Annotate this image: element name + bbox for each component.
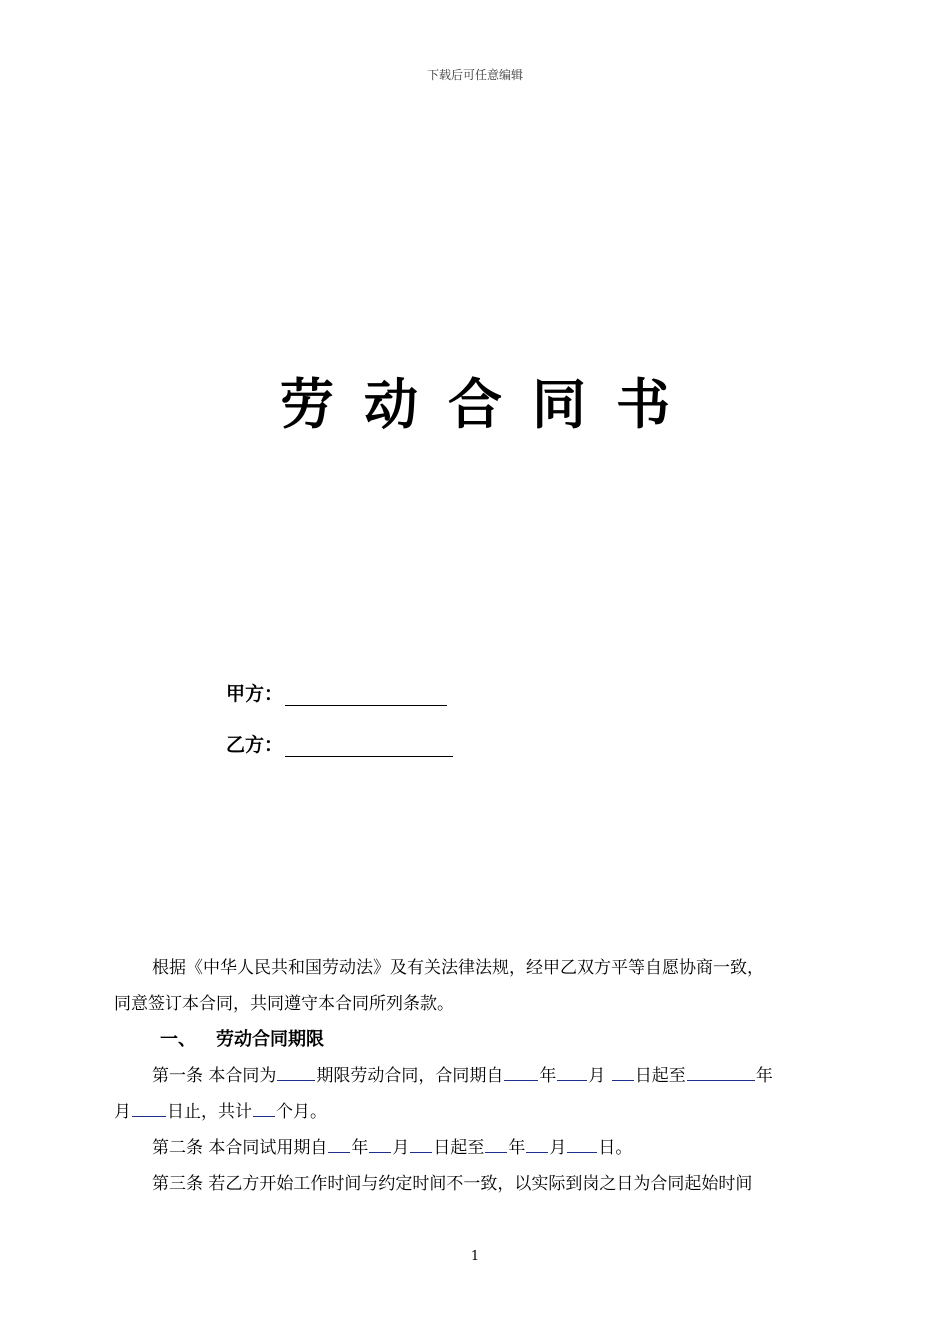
article-3-line-1: 第三条 若乙方开始工作时间与约定时间不一致，以实际到岗之日为合同起始时间 bbox=[152, 1174, 753, 1194]
party-b-blank[interactable] bbox=[285, 736, 453, 757]
article-1 bbox=[114, 1058, 846, 1130]
probation-end-day-blank[interactable] bbox=[567, 1134, 597, 1153]
article-3 bbox=[114, 1166, 846, 1202]
article-2-text: 年 bbox=[351, 1138, 369, 1158]
article-1-line-1 bbox=[114, 1058, 846, 1094]
article-1-text: 年 bbox=[539, 1066, 557, 1086]
page-number: 1 bbox=[470, 1249, 480, 1264]
party-b-label: 乙方： bbox=[226, 734, 284, 756]
article-2-text: 月 bbox=[549, 1138, 567, 1158]
party-a-blank[interactable] bbox=[285, 685, 447, 706]
article-2-line-1 bbox=[114, 1130, 846, 1166]
start-month-blank[interactable] bbox=[557, 1062, 587, 1081]
party-a-field bbox=[226, 682, 447, 706]
article-1-line-2 bbox=[114, 1094, 846, 1130]
start-year-blank[interactable] bbox=[504, 1062, 538, 1081]
contract-type-blank[interactable] bbox=[277, 1062, 315, 1081]
preamble-line-1: 根据《中华人民共和国劳动法》及有关法律法规，经甲乙双方平等自愿协商一致， bbox=[152, 958, 764, 978]
article-2-text: 第二条 本合同试用期自 bbox=[152, 1138, 328, 1158]
probation-end-month-blank[interactable] bbox=[526, 1134, 548, 1153]
article-1-text: 期限劳动合同，合同期自 bbox=[316, 1066, 504, 1086]
article-2-text: 月 bbox=[392, 1138, 410, 1158]
probation-start-year-blank[interactable] bbox=[328, 1134, 350, 1153]
section-heading-term bbox=[160, 1022, 324, 1058]
party-b-field bbox=[226, 733, 453, 757]
preamble-line-2: 同意签订本合同，共同遵守本合同所列条款。 bbox=[114, 994, 454, 1014]
end-day-blank[interactable] bbox=[132, 1098, 166, 1117]
article-2-text: 日起至 bbox=[433, 1138, 485, 1158]
article-1-text: 月 bbox=[588, 1066, 611, 1086]
section-number: 一、 bbox=[160, 1029, 196, 1050]
start-day-blank[interactable] bbox=[612, 1062, 634, 1081]
article-1-text: 日起至 bbox=[634, 1066, 686, 1086]
total-months-blank[interactable] bbox=[253, 1098, 275, 1117]
probation-end-year-blank[interactable] bbox=[485, 1134, 507, 1153]
article-1-text: 日止，共计 bbox=[167, 1102, 252, 1122]
article-2-text: 年 bbox=[508, 1138, 526, 1158]
article-2 bbox=[114, 1130, 846, 1166]
article-2-text: 日。 bbox=[598, 1138, 633, 1158]
probation-start-day-blank[interactable] bbox=[410, 1134, 432, 1153]
section-title: 劳动合同期限 bbox=[216, 1029, 324, 1050]
article-1-text: 第一条 本合同为 bbox=[152, 1066, 277, 1086]
article-1-text: 年 bbox=[755, 1066, 773, 1086]
header-note: 下载后可任意编辑 bbox=[426, 68, 523, 82]
document-title: 劳动合同书 bbox=[280, 373, 700, 436]
preamble bbox=[114, 950, 846, 1022]
end-year-blank[interactable] bbox=[687, 1062, 755, 1081]
article-1-text: 个月。 bbox=[276, 1102, 327, 1122]
probation-start-month-blank[interactable] bbox=[369, 1134, 391, 1153]
party-a-label: 甲方： bbox=[226, 683, 284, 705]
article-1-text: 月 bbox=[114, 1102, 131, 1122]
